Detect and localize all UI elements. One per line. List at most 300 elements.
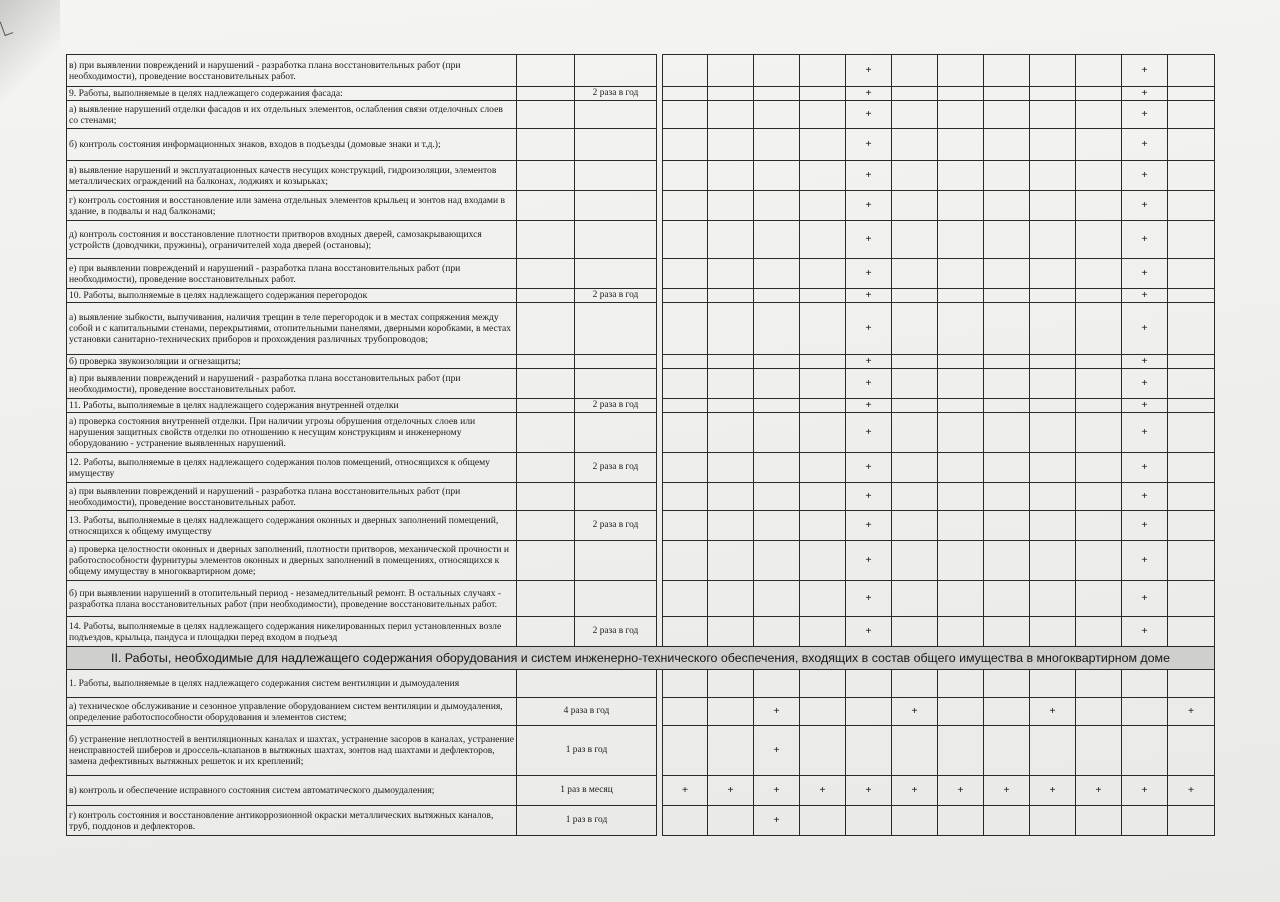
month-cell — [984, 453, 1030, 483]
month-cell — [892, 369, 938, 399]
frequency-cell — [575, 541, 657, 581]
plus-mark: + — [1122, 399, 1168, 413]
month-cell — [892, 726, 938, 776]
month-cell — [663, 453, 708, 483]
month-cell — [663, 806, 708, 836]
table-row — [67, 55, 1215, 87]
blank-cell — [517, 355, 575, 369]
month-cell — [663, 259, 708, 289]
month-cell — [892, 221, 938, 259]
table-row — [67, 369, 1215, 399]
table-row — [67, 726, 1215, 776]
table-row — [67, 161, 1215, 191]
work-description: е) при выявлении повреждений и нарушений - разработка плана восстановительных работ (при необходимости), проведение восстановительных работ. — [67, 259, 517, 289]
table-row — [67, 101, 1215, 129]
plus-mark: + — [846, 87, 892, 101]
frequency-cell — [575, 161, 657, 191]
plus-mark: + — [1122, 303, 1168, 355]
plus-mark: + — [846, 399, 892, 413]
month-cell — [1122, 670, 1168, 698]
month-cell — [1168, 289, 1215, 303]
work-description: а) техническое обслуживание и сезонное управление оборудованием систем вентиляции и дымоудаления, определение работоспособности оборудования и элементов систем; — [67, 698, 517, 726]
table-row — [67, 191, 1215, 221]
frequency-cell — [575, 581, 657, 617]
month-cell — [892, 483, 938, 511]
month-cell — [984, 617, 1030, 647]
month-cell — [1168, 581, 1215, 617]
month-cell — [1168, 399, 1215, 413]
month-cell — [1076, 355, 1122, 369]
month-cell — [1030, 161, 1076, 191]
table-row — [67, 698, 1215, 726]
month-cell — [1168, 541, 1215, 581]
month-cell — [663, 87, 708, 101]
month-cell — [984, 55, 1030, 87]
work-description: в) выявление нарушений и эксплуатационных качеств несущих конструкций, гидроизоляции, элементов металлических ограждений на балконах, лоджиях и козырьках; — [67, 161, 517, 191]
month-cell — [1076, 259, 1122, 289]
month-cell — [708, 101, 754, 129]
plus-mark: + — [1122, 511, 1168, 541]
frequency-cell: 2 раза в год — [575, 289, 657, 303]
month-cell — [663, 129, 708, 161]
month-cell — [984, 303, 1030, 355]
month-cell — [1076, 453, 1122, 483]
month-cell — [984, 413, 1030, 453]
month-cell — [754, 355, 800, 369]
blank-cell — [517, 101, 575, 129]
month-cell — [1168, 617, 1215, 647]
month-cell — [800, 726, 846, 776]
blank-cell — [517, 369, 575, 399]
month-cell — [663, 101, 708, 129]
month-cell — [938, 369, 984, 399]
month-cell — [800, 617, 846, 647]
month-cell — [754, 453, 800, 483]
month-cell — [800, 289, 846, 303]
month-cell — [663, 55, 708, 87]
month-cell — [984, 87, 1030, 101]
month-cell — [1030, 413, 1076, 453]
month-cell — [800, 806, 846, 836]
plus-mark: + — [1122, 221, 1168, 259]
month-cell — [663, 698, 708, 726]
month-cell — [984, 670, 1030, 698]
month-cell — [1030, 453, 1076, 483]
blank-cell — [517, 161, 575, 191]
month-cell — [1168, 806, 1215, 836]
month-cell — [708, 259, 754, 289]
frequency-cell — [575, 413, 657, 453]
month-cell — [1168, 55, 1215, 87]
month-cell — [663, 581, 708, 617]
month-cell — [938, 303, 984, 355]
month-cell — [708, 55, 754, 87]
frequency-cell: 4 раза в год — [517, 698, 657, 726]
frequency-cell — [575, 129, 657, 161]
blank-cell — [517, 511, 575, 541]
month-cell — [892, 259, 938, 289]
month-cell — [800, 303, 846, 355]
plus-mark: + — [846, 221, 892, 259]
month-cell — [800, 369, 846, 399]
month-cell — [892, 101, 938, 129]
work-description: 11. Работы, выполняемые в целях надлежащего содержания внутренней отделки — [67, 399, 517, 413]
plus-mark: + — [754, 726, 800, 776]
page-corner-shadow — [0, 0, 60, 120]
frequency-cell — [575, 259, 657, 289]
month-cell — [892, 289, 938, 303]
table-row — [67, 259, 1215, 289]
month-cell — [754, 413, 800, 453]
month-cell — [892, 617, 938, 647]
month-cell — [1122, 806, 1168, 836]
section-header-row — [67, 647, 1215, 670]
month-cell — [984, 369, 1030, 399]
month-cell — [663, 161, 708, 191]
month-cell — [708, 303, 754, 355]
month-cell — [984, 129, 1030, 161]
frequency-cell: 2 раза в год — [575, 453, 657, 483]
work-description: в) при выявлении повреждений и нарушений - разработка плана восстановительных работ (при необходимости), проведение восстановительных работ. — [67, 55, 517, 87]
month-cell — [800, 87, 846, 101]
month-cell — [708, 541, 754, 581]
month-cell — [800, 55, 846, 87]
plus-mark: + — [846, 369, 892, 399]
month-cell — [984, 541, 1030, 581]
month-cell — [938, 511, 984, 541]
table-row — [67, 303, 1215, 355]
month-cell — [892, 303, 938, 355]
month-cell — [984, 191, 1030, 221]
work-description: б) проверка звукоизоляции и огнезащиты; — [67, 355, 517, 369]
plus-mark: + — [1122, 55, 1168, 87]
month-cell — [1030, 617, 1076, 647]
month-cell — [984, 101, 1030, 129]
month-cell — [708, 511, 754, 541]
month-cell — [892, 453, 938, 483]
month-cell — [800, 581, 846, 617]
section-title: II. Работы, необходимые для надлежащего содержания оборудования и систем инженерно-технического обеспечения, входящих в состав общего имущества в многоквартирном доме — [67, 647, 1215, 670]
month-cell — [938, 399, 984, 413]
month-cell — [892, 511, 938, 541]
month-cell — [754, 581, 800, 617]
month-cell — [1030, 55, 1076, 87]
blank-cell — [517, 289, 575, 303]
table-row — [67, 581, 1215, 617]
work-description: 12. Работы, выполняемые в целях надлежащего содержания полов помещений, относящихся к общему имуществу — [67, 453, 517, 483]
month-cell — [984, 221, 1030, 259]
plus-mark: + — [938, 776, 984, 806]
month-cell — [708, 399, 754, 413]
plus-mark: + — [1122, 87, 1168, 101]
plus-mark: + — [1122, 289, 1168, 303]
month-cell — [892, 129, 938, 161]
month-cell — [754, 259, 800, 289]
month-cell — [1076, 129, 1122, 161]
month-cell — [984, 399, 1030, 413]
month-cell — [800, 670, 846, 698]
month-cell — [892, 541, 938, 581]
month-cell — [754, 87, 800, 101]
month-cell — [1030, 511, 1076, 541]
month-cell — [938, 221, 984, 259]
month-cell — [938, 101, 984, 129]
frequency-cell — [517, 670, 657, 698]
month-cell — [892, 191, 938, 221]
month-cell — [984, 289, 1030, 303]
plus-mark: + — [1122, 161, 1168, 191]
month-cell — [1076, 413, 1122, 453]
month-cell — [1030, 483, 1076, 511]
plus-mark: + — [1122, 369, 1168, 399]
month-cell — [1030, 191, 1076, 221]
work-description: а) проверка целостности оконных и дверных заполнений, плотности притворов, механической прочности и работоспособности фурнитуры элементов оконных и дверных заполнений в помещениях, относящихся к общему имуществу в многоквартирном доме; — [67, 541, 517, 581]
month-cell — [800, 511, 846, 541]
month-cell — [984, 161, 1030, 191]
month-cell — [754, 303, 800, 355]
table-row — [67, 541, 1215, 581]
frequency-cell — [575, 191, 657, 221]
month-cell — [892, 355, 938, 369]
table-row — [67, 355, 1215, 369]
month-cell — [708, 483, 754, 511]
plus-mark: + — [1168, 776, 1215, 806]
plus-mark: + — [846, 129, 892, 161]
month-cell — [938, 87, 984, 101]
month-cell — [754, 221, 800, 259]
plus-mark: + — [892, 776, 938, 806]
month-cell — [663, 726, 708, 776]
month-cell — [800, 161, 846, 191]
plus-mark: + — [1122, 355, 1168, 369]
month-cell — [754, 129, 800, 161]
plus-mark: + — [846, 511, 892, 541]
frequency-cell: 1 раз в год — [517, 806, 657, 836]
month-cell — [1168, 129, 1215, 161]
plus-mark: + — [754, 776, 800, 806]
work-description: г) контроль состояния и восстановление или замена отдельных элементов крыльец и зонтов над входами в здание, в подвалы и над балконами; — [67, 191, 517, 221]
frequency-cell — [575, 303, 657, 355]
work-description: 10. Работы, выполняемые в целях надлежащего содержания перегородок — [67, 289, 517, 303]
table-row — [67, 670, 1215, 698]
month-cell — [1168, 369, 1215, 399]
month-cell — [800, 453, 846, 483]
month-cell — [846, 698, 892, 726]
plus-mark: + — [846, 413, 892, 453]
plus-mark: + — [892, 698, 938, 726]
blank-cell — [517, 399, 575, 413]
plus-mark: + — [1122, 581, 1168, 617]
month-cell — [1030, 355, 1076, 369]
plus-mark: + — [1122, 453, 1168, 483]
blank-cell — [517, 541, 575, 581]
month-cell — [708, 806, 754, 836]
month-cell — [1030, 726, 1076, 776]
month-cell — [938, 483, 984, 511]
month-cell — [1076, 303, 1122, 355]
month-cell — [1122, 698, 1168, 726]
month-cell — [708, 87, 754, 101]
table-row — [67, 87, 1215, 101]
plus-mark: + — [846, 541, 892, 581]
month-cell — [1076, 221, 1122, 259]
month-cell — [754, 101, 800, 129]
month-cell — [800, 541, 846, 581]
month-cell — [754, 670, 800, 698]
month-cell — [708, 670, 754, 698]
table-body — [67, 55, 1215, 836]
table-row — [67, 129, 1215, 161]
month-cell — [1076, 698, 1122, 726]
month-cell — [1030, 129, 1076, 161]
work-description: б) контроль состояния информационных знаков, входов в подъезды (домовые знаки и т.д.); — [67, 129, 517, 161]
month-cell — [846, 806, 892, 836]
month-cell — [800, 698, 846, 726]
month-cell — [938, 453, 984, 483]
plus-mark: + — [846, 776, 892, 806]
month-cell — [754, 191, 800, 221]
month-cell — [708, 698, 754, 726]
work-description: 9. Работы, выполняемые в целях надлежащего содержания фасада: — [67, 87, 517, 101]
plus-mark: + — [846, 453, 892, 483]
table-row — [67, 413, 1215, 453]
frequency-cell — [575, 355, 657, 369]
month-cell — [800, 413, 846, 453]
month-cell — [708, 161, 754, 191]
month-cell — [754, 483, 800, 511]
month-cell — [1168, 191, 1215, 221]
month-cell — [1076, 806, 1122, 836]
plus-mark: + — [1168, 698, 1215, 726]
work-description: б) устранение неплотностей в вентиляционных каналах и шахтах, устранение засоров в каналах, устранение неисправностей шиберов и дроссель-клапанов в вытяжных шахтах, зонтов над шахтами и дефлекторов, замена дефективных вытяжных решеток и их креплений; — [67, 726, 517, 776]
plus-mark: + — [846, 101, 892, 129]
month-cell — [663, 483, 708, 511]
work-description: 1. Работы, выполняемые в целях надлежащего содержания систем вентиляции и дымоудаления — [67, 670, 517, 698]
month-cell — [754, 55, 800, 87]
frequency-cell — [575, 369, 657, 399]
month-cell — [892, 670, 938, 698]
month-cell — [663, 541, 708, 581]
frequency-cell: 2 раза в год — [575, 617, 657, 647]
blank-cell — [517, 221, 575, 259]
plus-mark: + — [846, 617, 892, 647]
work-description: а) выявление зыбкости, выпучивания, наличия трещин в теле перегородок и в местах сопряжения между собой и с капитальными стенами, перекрытиями, отопительными панелями, дверными коробками, в местах установки санитарно-технических приборов и прохождения различных трубопроводов; — [67, 303, 517, 355]
works-schedule — [66, 54, 1214, 836]
month-cell — [1076, 511, 1122, 541]
plus-mark: + — [846, 55, 892, 87]
month-cell — [938, 806, 984, 836]
month-cell — [1076, 581, 1122, 617]
plus-mark: + — [1122, 617, 1168, 647]
month-cell — [1076, 670, 1122, 698]
plus-mark: + — [846, 161, 892, 191]
blank-cell — [517, 87, 575, 101]
month-cell — [938, 259, 984, 289]
month-cell — [1076, 726, 1122, 776]
blank-cell — [517, 581, 575, 617]
work-description: а) выявление нарушений отделки фасадов и их отдельных элементов, ослабления связи отделочных слоев со стенами; — [67, 101, 517, 129]
month-cell — [1076, 101, 1122, 129]
month-cell — [1122, 726, 1168, 776]
month-cell — [1030, 221, 1076, 259]
month-cell — [1030, 541, 1076, 581]
work-description: в) при выявлении повреждений и нарушений - разработка плана восстановительных работ (при необходимости), проведение восстановительных работ. — [67, 369, 517, 399]
frequency-cell — [575, 221, 657, 259]
month-cell — [984, 806, 1030, 836]
work-description: в) контроль и обеспечение исправного состояния систем автоматического дымоудаления; — [67, 776, 517, 806]
month-cell — [892, 413, 938, 453]
table-row — [67, 221, 1215, 259]
plus-mark: + — [754, 806, 800, 836]
month-cell — [984, 511, 1030, 541]
month-cell — [663, 289, 708, 303]
month-cell — [1030, 289, 1076, 303]
month-cell — [1168, 87, 1215, 101]
month-cell — [663, 221, 708, 259]
month-cell — [1168, 726, 1215, 776]
plus-mark: + — [846, 355, 892, 369]
plus-mark: + — [1122, 413, 1168, 453]
month-cell — [984, 726, 1030, 776]
month-cell — [1168, 413, 1215, 453]
blank-cell — [517, 129, 575, 161]
month-cell — [1076, 369, 1122, 399]
month-cell — [938, 355, 984, 369]
blank-cell — [517, 191, 575, 221]
month-cell — [1030, 259, 1076, 289]
plus-mark: + — [846, 259, 892, 289]
month-cell — [984, 259, 1030, 289]
month-cell — [754, 541, 800, 581]
plus-mark: + — [846, 581, 892, 617]
month-cell — [663, 511, 708, 541]
blank-cell — [517, 453, 575, 483]
table-row — [67, 776, 1215, 806]
plus-mark: + — [1122, 101, 1168, 129]
month-cell — [938, 413, 984, 453]
blank-cell — [517, 303, 575, 355]
month-cell — [846, 726, 892, 776]
plus-mark: + — [1122, 483, 1168, 511]
month-cell — [1030, 101, 1076, 129]
month-cell — [663, 303, 708, 355]
month-cell — [663, 670, 708, 698]
plus-mark: + — [846, 303, 892, 355]
month-cell — [708, 221, 754, 259]
month-cell — [1168, 355, 1215, 369]
month-cell — [1168, 511, 1215, 541]
month-cell — [708, 413, 754, 453]
month-cell — [1030, 399, 1076, 413]
month-cell — [892, 581, 938, 617]
month-cell — [663, 355, 708, 369]
plus-mark: + — [1122, 259, 1168, 289]
month-cell — [663, 369, 708, 399]
month-cell — [938, 698, 984, 726]
month-cell — [984, 698, 1030, 726]
plus-mark: + — [846, 289, 892, 303]
month-cell — [1168, 303, 1215, 355]
work-description: б) при выявлении нарушений в отопительный период - незамедлительный ремонт. В остальных случаях - разработка плана восстановительных работ (при необходимости), проведение восстановительных работ. — [67, 581, 517, 617]
table-row — [67, 806, 1215, 836]
month-cell — [1076, 87, 1122, 101]
frequency-cell — [575, 55, 657, 87]
month-cell — [1076, 289, 1122, 303]
blank-cell — [517, 413, 575, 453]
month-cell — [1076, 483, 1122, 511]
month-cell — [938, 289, 984, 303]
month-cell — [938, 541, 984, 581]
